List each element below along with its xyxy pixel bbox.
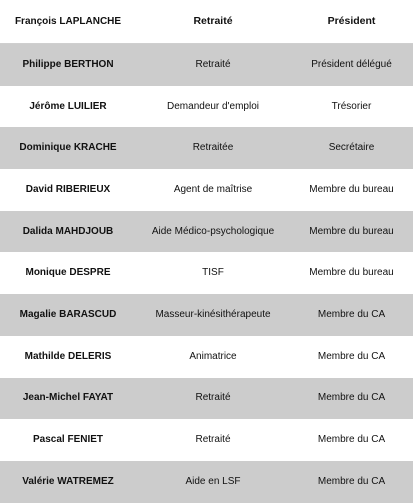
member-occupation: Retraité [195, 434, 231, 446]
member-name: Dominique KRACHE [19, 142, 117, 154]
member-name: Jean-Michel FAYAT [22, 392, 114, 404]
member-occupation: TISF [202, 267, 224, 279]
member-name: Mathilde DELERIS [24, 350, 112, 362]
member-occupation: Retraité [195, 392, 231, 404]
table-row [0, 419, 413, 461]
member-role: Membre du CA [317, 350, 386, 362]
member-name: David RIBERIEUX [25, 183, 111, 195]
member-name: Jérôme LUILIER [29, 100, 107, 112]
table-row [0, 294, 413, 336]
member-role: Membre du CA [317, 308, 386, 320]
table-header-row [0, 0, 413, 44]
member-role: Président [327, 15, 376, 28]
member-name: Magalie BARASCUD [19, 308, 117, 320]
member-occupation: Aide Médico-psychologique [151, 225, 275, 237]
table-row [0, 461, 413, 503]
table-row [0, 127, 413, 169]
member-role: Membre du bureau [309, 267, 394, 279]
member-role: Membre du bureau [309, 225, 394, 237]
member-name: François LAPLANCHE [14, 15, 122, 27]
table-row [0, 378, 413, 420]
member-name: Philippe BERTHON [22, 58, 114, 70]
member-name: Pascal FENIET [32, 434, 104, 446]
member-name: Monique DESPRE [25, 267, 111, 279]
member-name: Valérie WATREMEZ [22, 475, 114, 487]
member-name: Dalida MAHDJOUB [22, 225, 114, 237]
member-occupation: Masseur-kinésithérapeute [155, 308, 271, 320]
member-occupation: Demandeur d'emploi [167, 100, 259, 112]
table-row [0, 169, 413, 211]
member-role: Membre du CA [317, 392, 386, 404]
member-role: Membre du bureau [309, 183, 394, 195]
member-occupation: Animatrice [189, 350, 237, 362]
table-row [0, 252, 413, 294]
member-occupation: Retraité [193, 15, 233, 28]
table-row [0, 336, 413, 378]
table-row [0, 211, 413, 253]
member-occupation: Retraité [195, 58, 231, 70]
member-role: Trésorier [331, 100, 372, 112]
member-role: Secrétaire [328, 142, 375, 154]
member-role: Membre du CA [317, 434, 386, 446]
member-occupation: Agent de maîtrise [173, 183, 253, 195]
member-occupation: Retraitée [192, 142, 234, 154]
table-row [0, 86, 413, 128]
member-role: Président délégué [311, 58, 392, 70]
table-row [0, 44, 413, 86]
member-occupation: Aide en LSF [185, 475, 241, 487]
member-role: Membre du CA [317, 475, 386, 487]
